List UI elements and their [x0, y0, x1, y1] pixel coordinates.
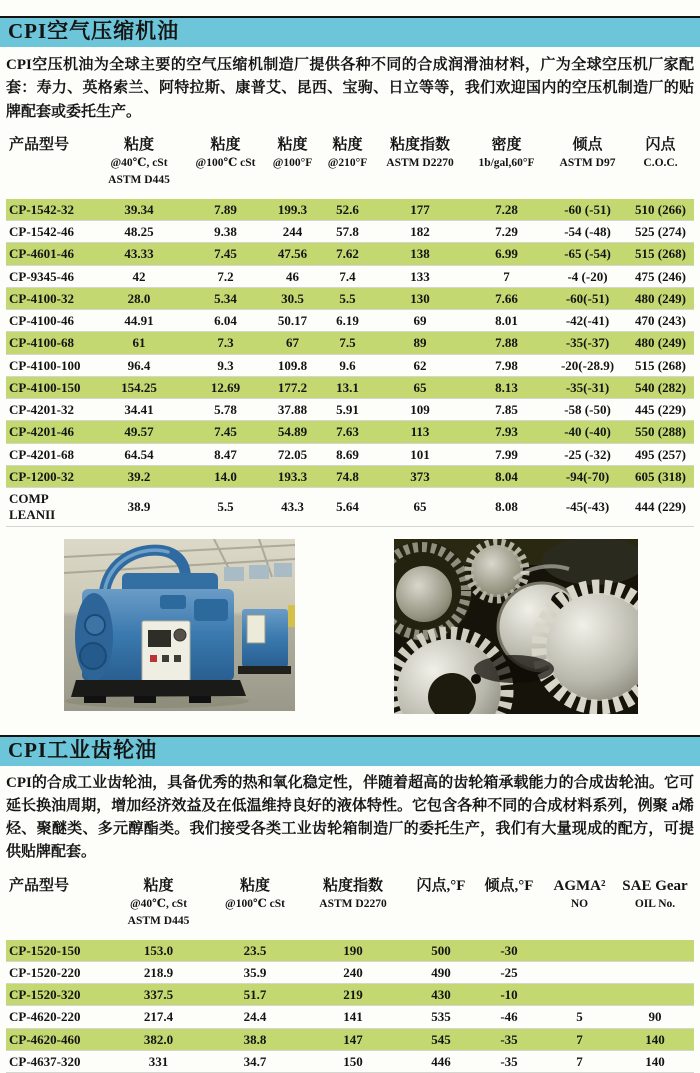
- table-cell: 49.57: [92, 421, 186, 443]
- header-line: 产品型号: [9, 136, 70, 153]
- table-row: [6, 354, 694, 376]
- header-line: 闪点: [645, 136, 676, 153]
- table-cell: 141: [299, 1006, 407, 1028]
- table-cell: 199.3: [265, 199, 320, 221]
- table-cell: 7: [543, 1050, 616, 1072]
- table-row: [6, 376, 694, 398]
- table-header-row: [6, 873, 694, 940]
- table-cell: CP-4620-220: [6, 1006, 106, 1028]
- table-cell: 39.34: [92, 199, 186, 221]
- table-cell: 47.56: [265, 243, 320, 265]
- table-row: [6, 287, 694, 309]
- table-cell: 6.99: [465, 243, 548, 265]
- table-cell: 193.3: [265, 465, 320, 487]
- table-cell: COMP LEANII: [6, 488, 92, 527]
- header-line: 密度: [491, 136, 522, 153]
- table-cell: 7.29: [465, 221, 548, 243]
- header-line: 1b/gal,60°F: [478, 157, 535, 170]
- section-intro: CPI的合成工业齿轮油，具备优秀的热和氧化稳定性，伴随着超高的齿轮箱承载能力的合成齿轮油。它可延长换油周期，增加经济效益及在低温维持良好的液体特性。它包含各种不同的合成材料系列，例聚 a烯烃、聚醚类、多元醇酯类。我们接受各类工业齿轮箱制造厂的委托生产，我们有大量现成的配方，可提供贴牌配套。: [6, 774, 694, 861]
- table-cell: -10: [475, 984, 543, 1006]
- table-cell: -40 (-40): [548, 421, 627, 443]
- table-cell: 54.89: [265, 421, 320, 443]
- table-cell: 5.5: [320, 287, 375, 309]
- table-cell: 65: [375, 488, 465, 527]
- table-cell: 154.25: [92, 376, 186, 398]
- section-title-bar: [0, 16, 700, 47]
- table-cell: 147: [299, 1028, 407, 1050]
- table-cell: -60 (-51): [548, 199, 627, 221]
- table-cell: -58 (-50): [548, 399, 627, 421]
- col-header-viscosity-100f: [265, 132, 320, 199]
- header-line: ASTM D2270: [386, 157, 454, 170]
- table-cell: 8.13: [465, 376, 548, 398]
- table-cell: 8.47: [186, 443, 265, 465]
- col-header-viscosity-100c: [186, 132, 265, 199]
- table-cell: -46: [475, 1006, 543, 1028]
- compressor-photo: [64, 539, 295, 711]
- table-cell: 130: [375, 287, 465, 309]
- table-cell: 337.5: [106, 984, 211, 1006]
- header-line: ASTM D2270: [319, 898, 387, 911]
- header-line: ASTM D445: [108, 174, 170, 187]
- table-cell: -65 (-54): [548, 243, 627, 265]
- table-cell: -35(-37): [548, 332, 627, 354]
- col-header-sae-gear-oil-no: [616, 873, 694, 940]
- table-cell: 140: [616, 1050, 694, 1072]
- table-cell: 545: [407, 1028, 475, 1050]
- table-cell: CP-4201-68: [6, 443, 92, 465]
- table-cell: 510 (266): [627, 199, 694, 221]
- table-cell: 240: [299, 961, 407, 983]
- compressor-oil-table: [6, 132, 694, 527]
- header-line: 产品型号: [9, 877, 70, 894]
- section-industrial-gear-oil: [0, 735, 700, 1073]
- table-row: [6, 199, 694, 221]
- table-cell: 480 (249): [627, 332, 694, 354]
- table-cell: 7.98: [465, 354, 548, 376]
- header-line: 粘度: [239, 877, 270, 894]
- table-cell: 9.38: [186, 221, 265, 243]
- table-cell: 7: [543, 1028, 616, 1050]
- table-cell: 5.64: [320, 488, 375, 527]
- table-cell: 525 (274): [627, 221, 694, 243]
- table-cell: 67: [265, 332, 320, 354]
- table-cell: -35(-31): [548, 376, 627, 398]
- header-line: NO: [570, 898, 589, 911]
- table-cell: 182: [375, 221, 465, 243]
- col-header-product: [6, 873, 106, 940]
- gears-photo: [394, 539, 638, 714]
- table-row: [6, 421, 694, 443]
- section-air-compressor-oil: [0, 16, 700, 719]
- table-cell: 74.8: [320, 465, 375, 487]
- table-cell: CP-1542-46: [6, 221, 92, 243]
- table-cell: 190: [299, 940, 407, 962]
- table-cell: -35: [475, 1050, 543, 1072]
- table-cell: 38.8: [211, 1028, 299, 1050]
- table-cell: 444 (229): [627, 488, 694, 527]
- header-line: 倾点: [572, 136, 603, 153]
- table-cell: -25 (-32): [548, 443, 627, 465]
- table-cell: 446: [407, 1050, 475, 1072]
- table-cell: 8.08: [465, 488, 548, 527]
- table-cell: CP-4100-68: [6, 332, 92, 354]
- table-cell: 331: [106, 1050, 211, 1072]
- table-cell: 8.69: [320, 443, 375, 465]
- col-header-flash-point: [627, 132, 694, 199]
- table-cell: CP-9345-46: [6, 265, 92, 287]
- table-cell: 5: [543, 1006, 616, 1028]
- table-row: [6, 1050, 694, 1072]
- table-cell: 64.54: [92, 443, 186, 465]
- compressor-oil-table-body: [6, 199, 694, 526]
- header-line: 倾点,°F: [484, 877, 534, 894]
- table-cell: CP-4620-460: [6, 1028, 106, 1050]
- table-cell: 140: [616, 1028, 694, 1050]
- header-line: @100℃ cSt: [225, 898, 285, 911]
- table-cell: CP-4100-100: [6, 354, 92, 376]
- table-cell: 37.88: [265, 399, 320, 421]
- table-cell: 7.62: [320, 243, 375, 265]
- table-row: [6, 310, 694, 332]
- gear-oil-table-body: [6, 940, 694, 1073]
- table-cell: 90: [616, 1006, 694, 1028]
- table-cell: 35.9: [211, 961, 299, 983]
- header-line: 粘度: [143, 877, 174, 894]
- table-header-row: [6, 132, 694, 199]
- header-line: AGMA²: [553, 877, 606, 894]
- table-cell: 382.0: [106, 1028, 211, 1050]
- table-cell: CP-4100-32: [6, 287, 92, 309]
- table-cell: CP-4100-150: [6, 376, 92, 398]
- table-cell: 65: [375, 376, 465, 398]
- table-cell: 5.5: [186, 488, 265, 527]
- table-row: [6, 243, 694, 265]
- table-cell: 7.93: [465, 421, 548, 443]
- header-line: 粘度: [332, 136, 363, 153]
- table-cell: 470 (243): [627, 310, 694, 332]
- table-cell: CP-4637-320: [6, 1050, 106, 1072]
- table-cell: 52.6: [320, 199, 375, 221]
- table-cell: 7.66: [465, 287, 548, 309]
- table-row: [6, 488, 694, 527]
- col-header-pour-point: [548, 132, 627, 199]
- table-cell: CP-1520-220: [6, 961, 106, 983]
- table-cell: 7: [465, 265, 548, 287]
- table-cell: 23.5: [211, 940, 299, 962]
- col-header-viscosity-index: [299, 873, 407, 940]
- table-cell: 38.9: [92, 488, 186, 527]
- table-cell: 219: [299, 984, 407, 1006]
- header-line: 粘度: [277, 136, 308, 153]
- header-line: @100°F: [272, 157, 313, 170]
- gear-oil-table: [6, 873, 694, 1073]
- table-cell: 34.41: [92, 399, 186, 421]
- table-cell: 44.91: [92, 310, 186, 332]
- table-row: [6, 265, 694, 287]
- section-intro: CPI空压机油为全球主要的空气压缩机制造厂提供各种不同的合成润滑油材料，广为全球空压机厂家配套：寿力、英格索兰、阿特拉斯、康普艾、昆西、宝驹、日立等等，我们欢迎国内的空压机制造厂的贴牌配套或委托生产。: [6, 57, 694, 120]
- table-cell: CP-1200-32: [6, 465, 92, 487]
- table-cell: 57.8: [320, 221, 375, 243]
- table-cell: 96.4: [92, 354, 186, 376]
- table-cell: 61: [92, 332, 186, 354]
- table-cell: CP-1520-150: [6, 940, 106, 962]
- table-row: [6, 443, 694, 465]
- table-cell: 109: [375, 399, 465, 421]
- header-line: 闪点,°F: [416, 877, 466, 894]
- table-cell: 7.99: [465, 443, 548, 465]
- table-row: [6, 221, 694, 243]
- table-cell: 28.0: [92, 287, 186, 309]
- table-row: [6, 1006, 694, 1028]
- table-cell: 7.63: [320, 421, 375, 443]
- col-header-viscosity-210f: [320, 132, 375, 199]
- table-cell: -54 (-48): [548, 221, 627, 243]
- table-cell: 515 (268): [627, 243, 694, 265]
- table-cell: 8.04: [465, 465, 548, 487]
- col-header-viscosity-index: [375, 132, 465, 199]
- table-cell: CP-4201-46: [6, 421, 92, 443]
- table-row: [6, 465, 694, 487]
- table-cell: -20(-28.9): [548, 354, 627, 376]
- table-cell: 7.28: [465, 199, 548, 221]
- table-cell: 605 (318): [627, 465, 694, 487]
- table-cell: [543, 961, 616, 983]
- table-cell: 7.45: [186, 421, 265, 443]
- col-header-agma-no: [543, 873, 616, 940]
- table-cell: 244: [265, 221, 320, 243]
- header-line: ASTM D97: [559, 157, 616, 170]
- table-cell: 7.88: [465, 332, 548, 354]
- table-cell: -45(-43): [548, 488, 627, 527]
- table-cell: CP-4100-46: [6, 310, 92, 332]
- table-cell: -35: [475, 1028, 543, 1050]
- header-line: OIL No.: [634, 898, 676, 911]
- table-row: [6, 332, 694, 354]
- table-cell: 535: [407, 1006, 475, 1028]
- col-header-product: [6, 132, 92, 199]
- table-cell: 72.05: [265, 443, 320, 465]
- table-cell: 475 (246): [627, 265, 694, 287]
- page-title: CPI空气压缩机油: [8, 19, 180, 43]
- table-row: [6, 399, 694, 421]
- table-cell: 133: [375, 265, 465, 287]
- col-header-viscosity-40c: [106, 873, 211, 940]
- header-line: ASTM D445: [127, 914, 190, 927]
- table-cell: [543, 984, 616, 1006]
- table-row: [6, 984, 694, 1006]
- table-cell: CP-1520-320: [6, 984, 106, 1006]
- table-cell: -30: [475, 940, 543, 962]
- table-cell: 480 (249): [627, 287, 694, 309]
- table-cell: 373: [375, 465, 465, 487]
- table-cell: 46: [265, 265, 320, 287]
- table-cell: [616, 984, 694, 1006]
- table-cell: CP-4201-32: [6, 399, 92, 421]
- table-cell: -4 (-20): [548, 265, 627, 287]
- table-cell: [616, 961, 694, 983]
- table-cell: 550 (288): [627, 421, 694, 443]
- photo-strip: [0, 537, 700, 719]
- table-cell: 50.17: [265, 310, 320, 332]
- section-title-bar: [0, 735, 700, 766]
- table-cell: 34.7: [211, 1050, 299, 1072]
- table-cell: 43.3: [265, 488, 320, 527]
- table-row: [6, 1028, 694, 1050]
- header-line: 粘度指数: [322, 877, 383, 894]
- table-cell: 7.3: [186, 332, 265, 354]
- table-cell: 30.5: [265, 287, 320, 309]
- table-cell: 177.2: [265, 376, 320, 398]
- table-cell: 6.04: [186, 310, 265, 332]
- table-cell: 515 (268): [627, 354, 694, 376]
- table-cell: CP-1542-32: [6, 199, 92, 221]
- table-cell: 8.01: [465, 310, 548, 332]
- header-line: 粘度: [123, 136, 154, 153]
- table-cell: 150: [299, 1050, 407, 1072]
- header-line: @210°F: [327, 157, 368, 170]
- table-cell: 540 (282): [627, 376, 694, 398]
- table-cell: 177: [375, 199, 465, 221]
- table-cell: 109.8: [265, 354, 320, 376]
- table-row: [6, 940, 694, 962]
- table-cell: 9.6: [320, 354, 375, 376]
- table-cell: 218.9: [106, 961, 211, 983]
- table-cell: 42: [92, 265, 186, 287]
- table-cell: 62: [375, 354, 465, 376]
- table-cell: 113: [375, 421, 465, 443]
- table-cell: 5.34: [186, 287, 265, 309]
- header-line: SAE Gear: [622, 877, 688, 894]
- table-cell: -94(-70): [548, 465, 627, 487]
- table-cell: [543, 940, 616, 962]
- table-row: [6, 961, 694, 983]
- col-header-pour-point: [475, 873, 543, 940]
- catalog-page: [0, 16, 700, 1073]
- table-cell: 69: [375, 310, 465, 332]
- table-cell: 490: [407, 961, 475, 983]
- table-cell: 500: [407, 940, 475, 962]
- table-cell: 217.4: [106, 1006, 211, 1028]
- header-line: 粘度指数: [389, 136, 450, 153]
- table-cell: 7.85: [465, 399, 548, 421]
- table-cell: 430: [407, 984, 475, 1006]
- table-cell: 7.5: [320, 332, 375, 354]
- table-cell: 89: [375, 332, 465, 354]
- table-cell: 495 (257): [627, 443, 694, 465]
- table-cell: 5.91: [320, 399, 375, 421]
- table-cell: -42(-41): [548, 310, 627, 332]
- header-line: @40℃, cSt: [129, 898, 188, 911]
- table-cell: CP-4601-46: [6, 243, 92, 265]
- table-cell: -25: [475, 961, 543, 983]
- table-cell: 6.19: [320, 310, 375, 332]
- table-cell: 9.3: [186, 354, 265, 376]
- table-cell: 51.7: [211, 984, 299, 1006]
- header-line: @100℃ cSt: [195, 157, 256, 170]
- header-line: 粘度: [210, 136, 241, 153]
- header-line: C.O.C.: [643, 157, 678, 170]
- table-cell: 14.0: [186, 465, 265, 487]
- table-cell: 153.0: [106, 940, 211, 962]
- table-cell: 7.4: [320, 265, 375, 287]
- table-cell: 43.33: [92, 243, 186, 265]
- col-header-density: [465, 132, 548, 199]
- col-header-viscosity-40c: [92, 132, 186, 199]
- table-cell: -60(-51): [548, 287, 627, 309]
- table-cell: 5.78: [186, 399, 265, 421]
- section-title: CPI工业齿轮油: [8, 737, 158, 762]
- table-cell: 12.69: [186, 376, 265, 398]
- table-cell: 13.1: [320, 376, 375, 398]
- col-header-viscosity-100c: [211, 873, 299, 940]
- table-cell: 445 (229): [627, 399, 694, 421]
- table-cell: 7.45: [186, 243, 265, 265]
- table-cell: 48.25: [92, 221, 186, 243]
- table-cell: 7.2: [186, 265, 265, 287]
- table-cell: 101: [375, 443, 465, 465]
- header-line: @40℃, cSt: [110, 157, 168, 170]
- table-cell: [616, 940, 694, 962]
- table-cell: 138: [375, 243, 465, 265]
- table-cell: 24.4: [211, 1006, 299, 1028]
- table-cell: 7.89: [186, 199, 265, 221]
- col-header-flash-point: [407, 873, 475, 940]
- table-cell: 39.2: [92, 465, 186, 487]
